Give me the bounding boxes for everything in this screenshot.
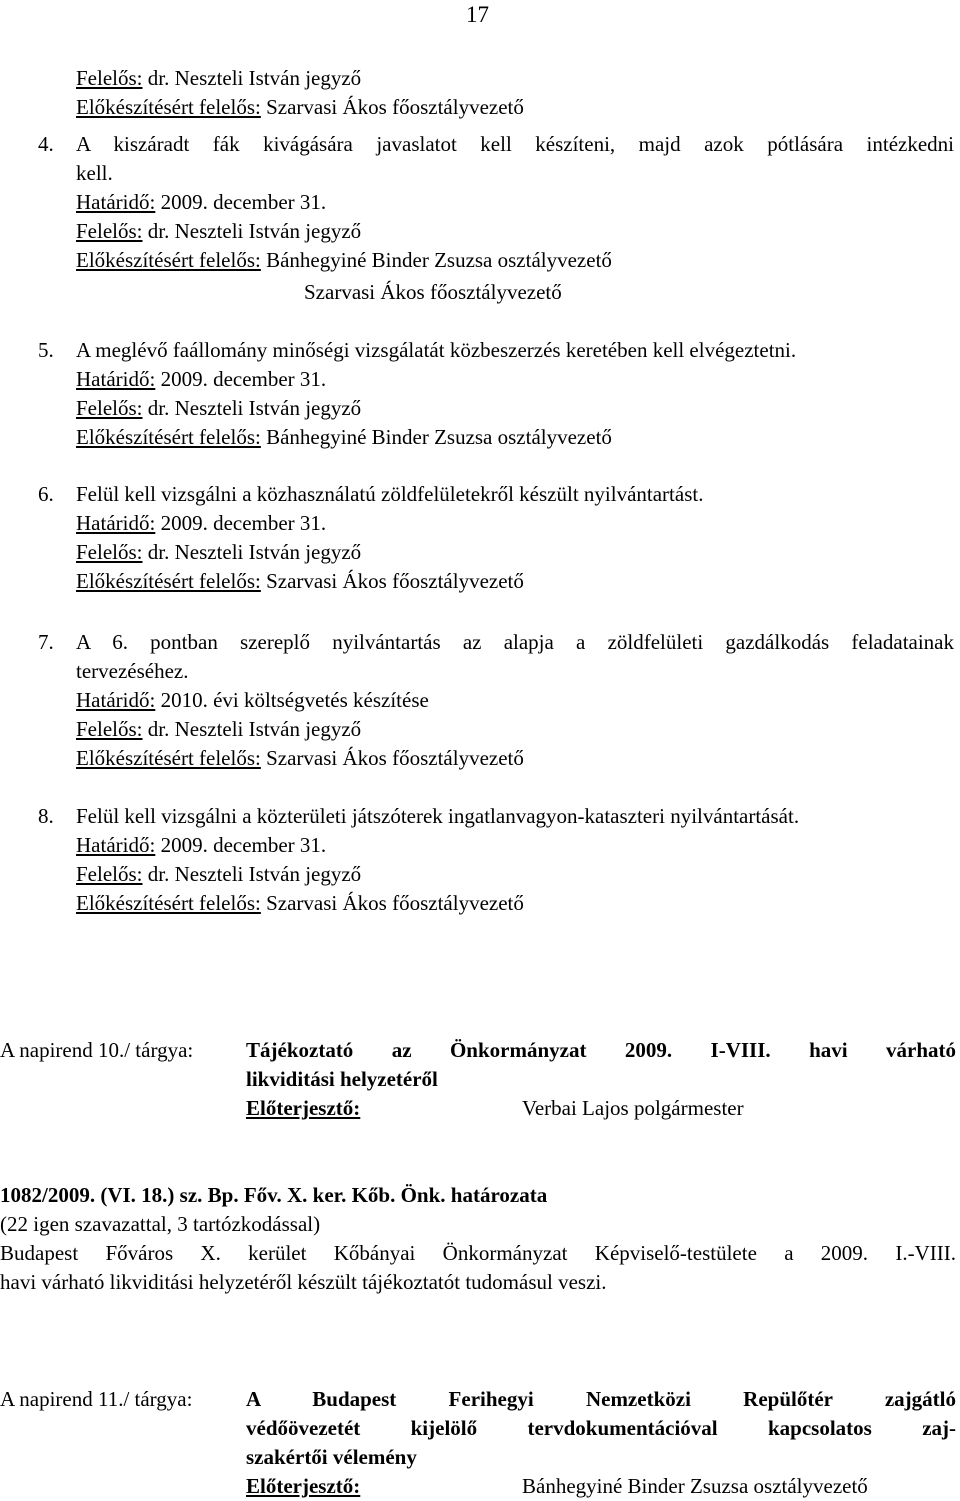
item-details	[76, 159, 956, 275]
presenter-label: Előterjesztő:	[246, 1474, 361, 1498]
deadline-label: Határidő:	[76, 367, 156, 391]
item-number: 8.	[38, 804, 54, 828]
item-text: A kiszáradt fák kivágására javaslatot kell készíteni, majd azok pótlására intézkedni	[76, 132, 954, 156]
responsible-label: Felelős:	[76, 717, 143, 741]
responsible-label: Felelős:	[76, 396, 143, 420]
responsible-line	[76, 538, 956, 567]
responsible-value: dr. Neszteli István jegyző	[142, 66, 362, 90]
presenter-name: Bánhegyiné Binder Zsuzsa osztályvezető	[522, 1474, 868, 1498]
preparer-value-second: Szarvasi Ákos főosztályvezető	[304, 280, 562, 304]
presenter-row	[246, 1472, 360, 1501]
responsible-line	[76, 64, 956, 93]
item-text: Felül kell vizsgálni a közterületi játszóterek ingatlanvagyon-kataszteri nyilvántartását.	[76, 804, 800, 828]
item-text: A 6. pontban szereplő nyilvántartás az alapja a zöldfelületi gazdálkodás feladatainak	[76, 630, 954, 654]
deadline-label: Határidő:	[76, 688, 156, 712]
preparer-value: Szarvasi Ákos főosztályvezető	[260, 569, 524, 593]
responsible-value: dr. Neszteli István jegyző	[142, 717, 362, 741]
responsible-label: Felelős:	[76, 219, 143, 243]
deadline-line	[76, 831, 956, 860]
agenda-label: A napirend 10./ tárgya:	[0, 1038, 194, 1062]
item-number: 5.	[38, 338, 54, 362]
agenda-title-line: szakértői vélemény	[246, 1445, 417, 1469]
preparer-line	[76, 93, 956, 122]
preparer-label: Előkészítésért felelős:	[76, 425, 261, 449]
agenda-title	[246, 1036, 956, 1094]
responsible-value: dr. Neszteli István jegyző	[142, 862, 362, 886]
item-details	[76, 336, 956, 452]
deadline-value: 2010. évi költségvetés készítése	[155, 688, 429, 712]
responsible-value: dr. Neszteli István jegyző	[142, 396, 362, 420]
agenda-label: A napirend 11./ tárgya:	[0, 1387, 193, 1411]
deadline-label: Határidő:	[76, 511, 156, 535]
deadline-line	[76, 365, 956, 394]
item-number: 7.	[38, 630, 54, 654]
item-details	[76, 802, 956, 918]
preparer-line	[76, 246, 956, 275]
preparer-label: Előkészítésért felelős:	[76, 891, 261, 915]
preparer-label: Előkészítésért felelős:	[76, 569, 261, 593]
page-number: 17	[466, 2, 489, 27]
deadline-value: 2009. december 31.	[155, 367, 327, 391]
item-number: 6.	[38, 482, 54, 506]
responsible-line	[76, 394, 956, 423]
item-text: A meglévő faállomány minőségi vizsgálatát közbeszerzés keretében kell elvégeztetni.	[76, 338, 797, 362]
agenda-title	[246, 1385, 956, 1472]
preparer-line	[76, 567, 956, 596]
deadline-line	[76, 188, 956, 217]
preparer-line	[76, 744, 956, 773]
preparer-value: Bánhegyiné Binder Zsuzsa osztályvezető	[260, 248, 612, 272]
deadline-label: Határidő:	[76, 833, 156, 857]
intro-block	[76, 64, 956, 122]
presenter-label: Előterjesztő:	[246, 1096, 361, 1120]
resolution-body-line: Budapest Főváros X. kerület Kőbányai Önkormányzat Képviselő-testülete a 2009. I.-VIII.	[0, 1241, 956, 1265]
responsible-value: dr. Neszteli István jegyző	[142, 219, 362, 243]
item-details	[76, 480, 956, 596]
preparer-value: Szarvasi Ákos főosztályvezető	[260, 891, 524, 915]
responsible-label: Felelős:	[76, 540, 143, 564]
resolution-number: 1082/2009. (VI. 18.) sz. Bp. Főv. X. ker. Kőb. Önk. határozata	[0, 1183, 548, 1207]
item-text-continuation: kell.	[76, 161, 113, 185]
resolution-body-line: havi várható likviditási helyzetéről készült tájékoztatót tudomásul veszi.	[0, 1270, 607, 1294]
resolution-vote: (22 igen szavazattal, 3 tartózkodással)	[0, 1212, 321, 1236]
agenda-title-line: védőövezetét kijelölő tervdokumentációval kapcsolatos zaj-	[246, 1416, 956, 1440]
deadline-line	[76, 509, 956, 538]
preparer-label: Előkészítésért felelős:	[76, 746, 261, 770]
presenter-name: Verbai Lajos polgármester	[522, 1096, 744, 1120]
item-text: Felül kell vizsgálni a közhasználatú zöldfelületekről készült nyilvántartást.	[76, 482, 704, 506]
item-details	[76, 657, 956, 773]
preparer-line	[76, 423, 956, 452]
preparer-value: Szarvasi Ákos főosztályvezető	[260, 746, 524, 770]
presenter-row	[246, 1094, 360, 1123]
responsible-label: Felelős:	[76, 862, 143, 886]
responsible-line	[76, 715, 956, 744]
deadline-line	[76, 686, 956, 715]
item-text-continuation: tervezéséhez.	[76, 659, 189, 683]
agenda-title-line: Tájékoztató az Önkormányzat 2009. I-VIII. havi várható	[246, 1038, 956, 1062]
preparer-value: Bánhegyiné Binder Zsuzsa osztályvezető	[260, 425, 612, 449]
preparer-value: Szarvasi Ákos főosztályvezető	[260, 95, 524, 119]
deadline-label: Határidő:	[76, 190, 156, 214]
preparer-line	[76, 889, 956, 918]
responsible-line	[76, 860, 956, 889]
deadline-value: 2009. december 31.	[155, 190, 327, 214]
responsible-label: Felelős:	[76, 66, 143, 90]
agenda-title-line: A Budapest Ferihegyi Nemzetközi Repülőtér zajgátló	[246, 1387, 956, 1411]
agenda-title-line: likviditási helyzetéről	[246, 1067, 438, 1091]
preparer-label: Előkészítésért felelős:	[76, 248, 261, 272]
deadline-value: 2009. december 31.	[155, 833, 327, 857]
responsible-line	[76, 217, 956, 246]
preparer-label: Előkészítésért felelős:	[76, 95, 261, 119]
deadline-value: 2009. december 31.	[155, 511, 327, 535]
responsible-value: dr. Neszteli István jegyző	[142, 540, 362, 564]
item-number: 4.	[38, 132, 54, 156]
